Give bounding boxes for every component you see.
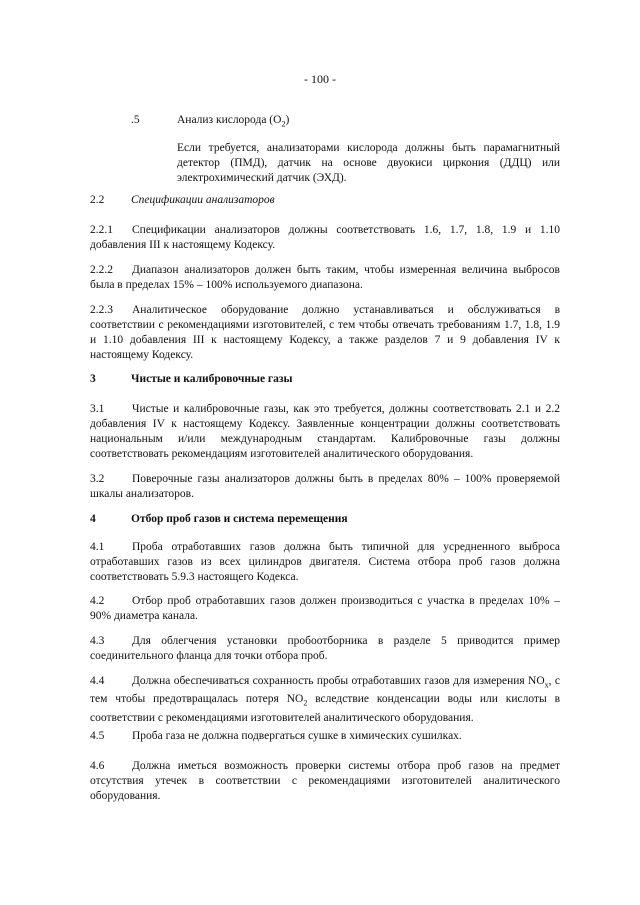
paragraph-4-5-text: Проба газа не должна подвергаться сушке в химических сушилках.	[132, 730, 462, 742]
paragraph-4-4-sub-a: x	[544, 680, 549, 690]
paragraph-3-2	[90, 472, 560, 502]
paragraph-3-1	[90, 402, 560, 462]
paragraph-4-5-number: 4.5	[90, 730, 105, 742]
paragraph-2-2-3-text: Аналитическое оборудование должно устанавливаться и обслуживаться в соответствии с рекомендациями изготовителей, с тем чтобы отвечать требованиям 1.7, 1.8, 1.9 и 1.10 добавления III к настоящему Кодексу, а также разделов 7 и 9 добавления IV к настоящему Кодексу.	[90, 304, 560, 361]
paragraph-3-1-text: Чистые и калибровочные газы, как это требуется, должны соответствовать 2.1 и 2.2 добавления IV к настоящему Кодексу. Заявленные концентрации должны соответствовать национальным и/или международным стандартам. Калибровочные газы должны соответствовать рекомендациям изготовителей аналитического оборудования.	[90, 403, 560, 460]
paragraph-4-6-text: Должна иметься возможность проверки системы отбора проб газов на предмет отсутствия утечек в соответствии с рекомендациями изготовителей аналитического оборудования.	[90, 760, 560, 802]
paragraph-3-2-number: 3.2	[90, 473, 105, 485]
section-5-heading-text: Анализ кислорода (O	[177, 114, 282, 126]
section-3-title: Чистые и калибровочные газы	[131, 373, 293, 385]
paragraph-2-2-2	[90, 263, 560, 293]
section-5-heading	[177, 113, 289, 131]
section-2-2-title: Спецификации анализаторов	[131, 194, 275, 206]
paragraph-3-2-text: Поверочные газы анализаторов должны быть в пределах 80% – 100% проверяемой шкалы анализаторов.	[90, 473, 560, 500]
section-2-2-number: 2.2	[90, 194, 105, 206]
paragraph-2-2-3-number: 2.2.3	[90, 304, 113, 316]
paragraph-4-5	[90, 729, 560, 744]
paragraph-2-2-1-text: Спецификации анализаторов должны соответствовать 1.6, 1.7, 1.8, 1.9 и 1.10 добавления III к настоящему Кодексу.	[90, 224, 560, 251]
paragraph-4-1-text: Проба отработавших газов должна быть типичной для усредненного выброса отработавших газов из всех цилиндров двигателя. Система отбора проб газов должна соответствовать 5.9.3 настоящего Кодекса.	[90, 541, 560, 583]
paragraph-4-6-number: 4.6	[90, 760, 105, 772]
section-5-number: .5	[131, 114, 140, 126]
section-3-number: 3	[90, 373, 96, 385]
paragraph-3-1-number: 3.1	[90, 403, 105, 415]
paragraph-4-4-text-a: Должна обеспечиваться сохранность пробы отработавших газов для измерения NO	[132, 675, 545, 687]
paragraph-4-2-text: Отбор проб отработавших газов должен производиться с участка в пределах 10% – 90% диаметра канала.	[90, 595, 560, 622]
paragraph-4-4-text-b: , с тем чтобы предотвращалась потеря NO	[90, 675, 560, 706]
page-number: - 100 -	[304, 72, 336, 86]
section-4-number: 4	[90, 513, 96, 525]
paragraph-4-6	[90, 759, 560, 804]
paragraph-4-4-text-c: вследствие конденсации воды или кислоты в соответствии с рекомендациями изготовителей аналитического оборудования.	[90, 693, 560, 724]
paragraph-2-2-3	[90, 303, 560, 363]
paragraph-4-2-number: 4.2	[90, 595, 105, 607]
paragraph-2-2-1	[90, 223, 560, 253]
paragraph-4-3-number: 4.3	[90, 635, 105, 647]
paragraph-2-2-1-number: 2.2.1	[90, 224, 113, 236]
paragraph-2-2-2-number: 2.2.2	[90, 264, 113, 276]
paragraph-4-2	[90, 594, 560, 624]
paragraph-4-4-number: 4.4	[90, 675, 105, 687]
paragraph-4-1	[90, 540, 560, 585]
section-5-text: Если требуется, анализаторами кислорода должны быть парамагнитный детектор (ПМД), датчик на основе двуокиси циркония (ДДЦ) или электрохимический датчик (ЭХД).	[177, 142, 560, 184]
paragraph-4-3-text: Для облегчения установки пробоотборника в разделе 5 приводится пример соединительного фланца для точки отбора проб.	[90, 635, 560, 662]
paragraph-4-3	[90, 634, 560, 664]
paragraph-4-4	[90, 674, 560, 726]
paragraph-4-1-number: 4.1	[90, 541, 105, 553]
paragraph-2-2-2-text: Диапазон анализаторов должен быть таким, чтобы измеренная величина выбросов была в пределах 15% – 100% используемого диапазона.	[90, 264, 560, 291]
paragraph-4-4-sub-b: 2	[303, 698, 308, 708]
section-5-heading-close: )	[285, 114, 290, 126]
section-5-heading-sub: 2	[281, 119, 286, 129]
section-4-title: Отбор проб газов и система перемещения	[131, 513, 348, 525]
